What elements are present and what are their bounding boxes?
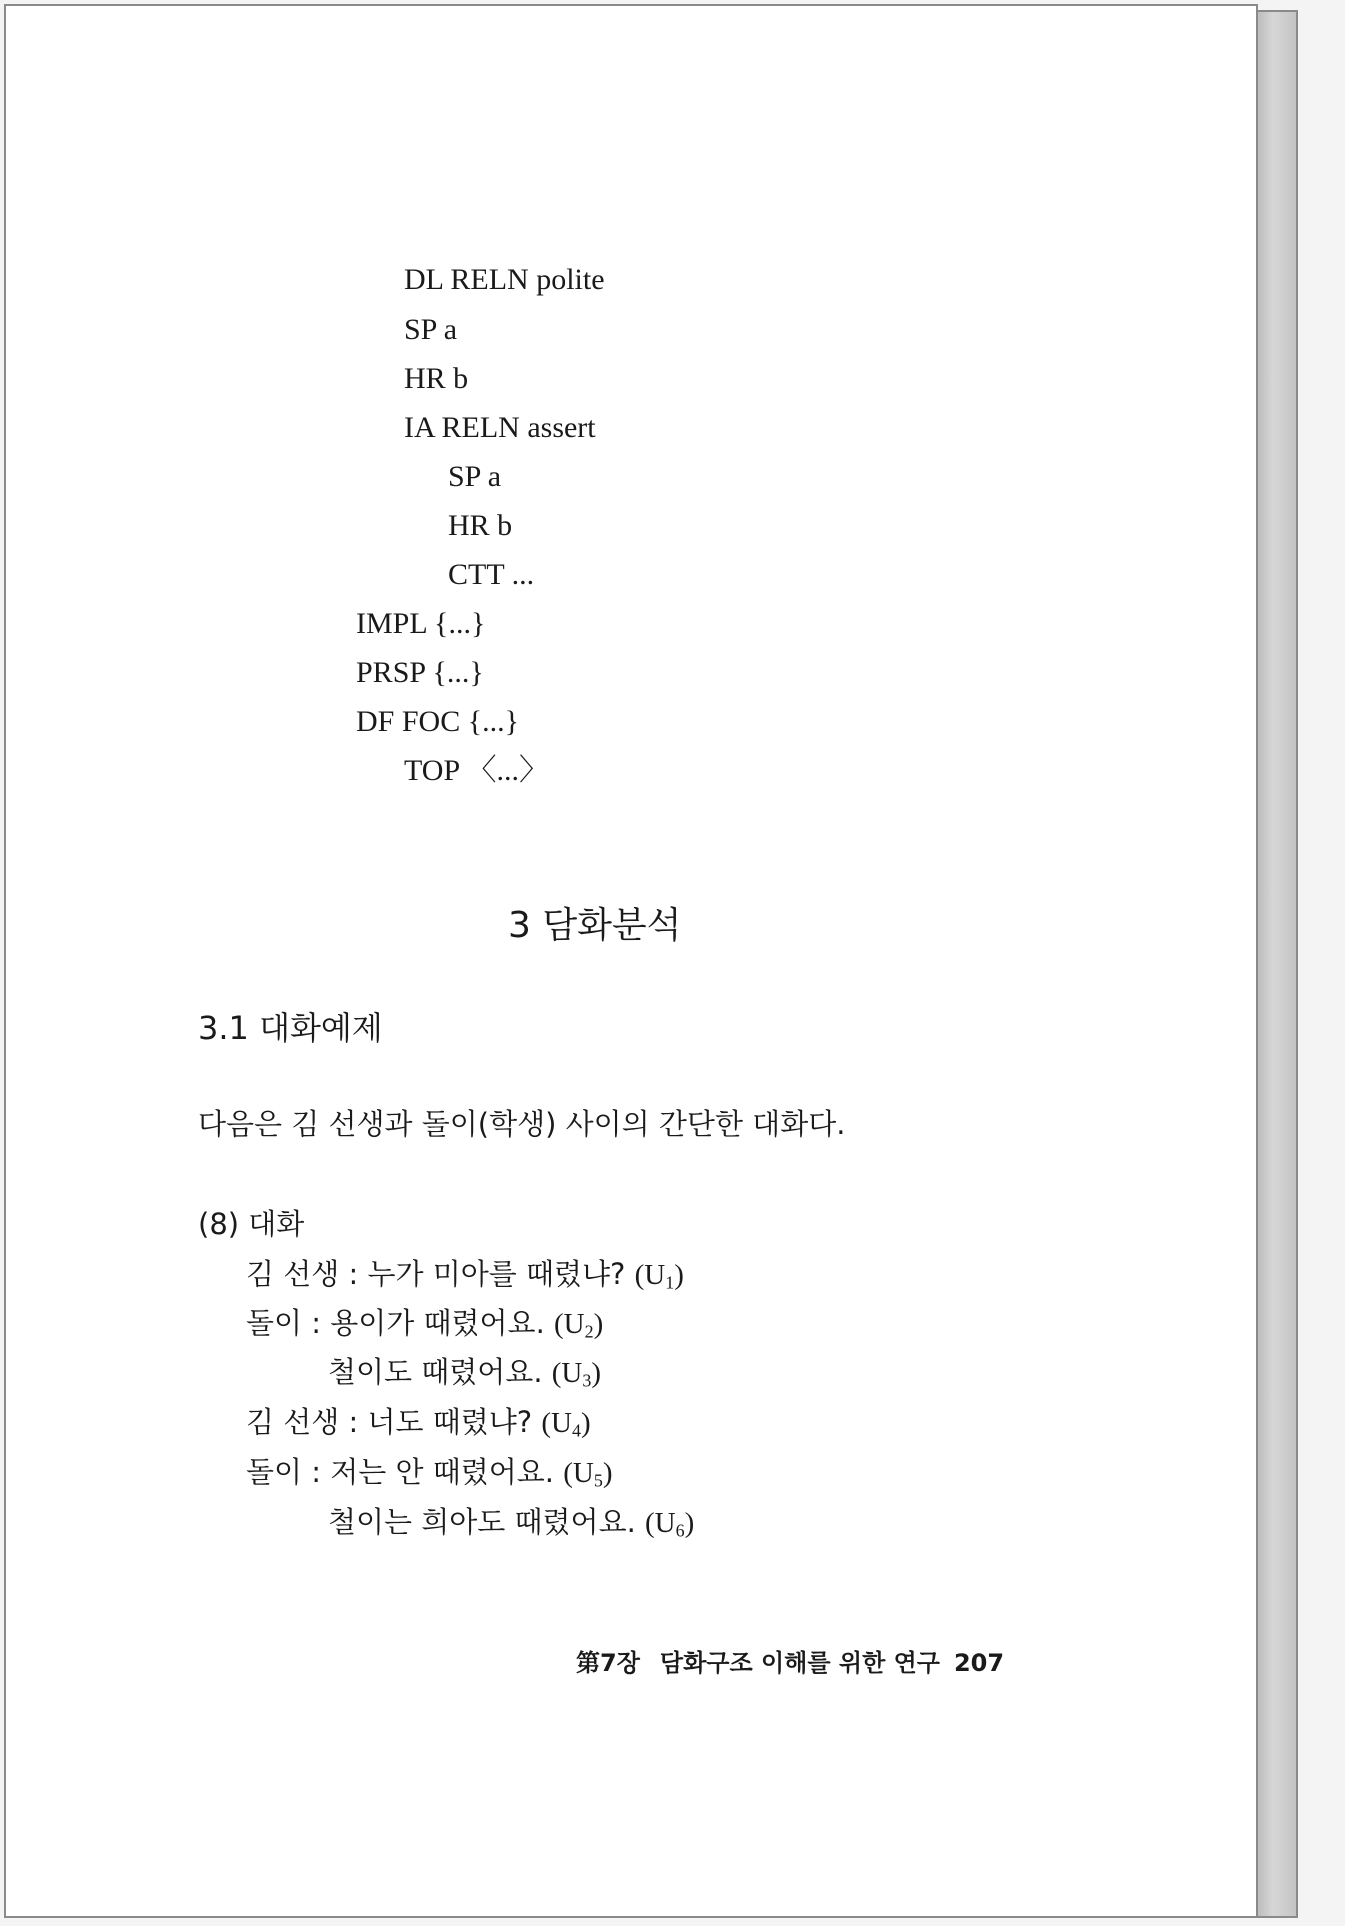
- footer-title: 담화구조 이해를 위한 연구: [659, 1649, 940, 1677]
- page-footer: [576, 1648, 1004, 1678]
- avm-line: PRSP {...}: [356, 656, 484, 689]
- speaker: 돌이 :: [246, 1455, 322, 1489]
- footer-chapter: 第7장: [576, 1649, 640, 1677]
- dialogue-line: [328, 1354, 601, 1398]
- page-edge-shadow: [1258, 10, 1298, 1918]
- avm-line: HR b: [404, 362, 469, 395]
- utterance-tag: $(U_4)$: [541, 1407, 591, 1441]
- speaker: 김 선생 :: [246, 1257, 359, 1291]
- avm-line: HR b: [448, 509, 513, 542]
- dialogue-line: [246, 1404, 591, 1448]
- avm-line: SP a: [448, 460, 502, 493]
- section-title: 3 담화분석: [508, 905, 682, 946]
- subsection-title: 3.1 대화예제: [198, 1009, 383, 1047]
- dialogue-line: [328, 1504, 694, 1548]
- avm-line: DF FOC {...}: [356, 705, 520, 738]
- utterance: 철이도 때렸어요.: [328, 1355, 543, 1389]
- utterance-tag: $(U_6)$: [645, 1507, 695, 1541]
- speaker: 돌이 :: [246, 1306, 322, 1340]
- avm-line: DL RELN polite: [404, 263, 605, 296]
- dialogue-line: [246, 1305, 603, 1349]
- utterance: 철이는 희아도 때렸어요.: [328, 1505, 636, 1539]
- utterance-tag: $(U_3)$: [551, 1357, 602, 1391]
- avm-line: CTT ...: [448, 558, 535, 591]
- avm-line: SP a: [404, 313, 458, 346]
- document-page: [4, 4, 1258, 1918]
- utterance: 저는 안 때렸어요.: [330, 1455, 555, 1489]
- avm-line: IA RELN assert: [404, 411, 596, 444]
- utterance: 누가 미아를 때렸냐?: [367, 1257, 626, 1291]
- example-label: (8) 대화: [198, 1207, 305, 1241]
- page-number: 207: [953, 1649, 1005, 1677]
- utterance: 용이가 때렸어요.: [330, 1306, 545, 1340]
- utterance-tag: $(U_2)$: [554, 1308, 604, 1342]
- utterance-tag: $(U_1)$: [634, 1259, 684, 1293]
- utterance: 너도 때렸냐?: [367, 1405, 533, 1439]
- avm-line: IMPL {...}: [356, 607, 486, 640]
- dialogue-line: [246, 1256, 684, 1300]
- speaker: 김 선생 :: [246, 1405, 359, 1439]
- intro-paragraph: 다음은 김 선생과 돌이(학생) 사이의 간단한 대화다.: [198, 1107, 846, 1141]
- dialogue-line: [246, 1454, 613, 1498]
- utterance-tag: $(U_5)$: [563, 1457, 613, 1491]
- avm-line: TOP 〈...〉: [404, 754, 550, 787]
